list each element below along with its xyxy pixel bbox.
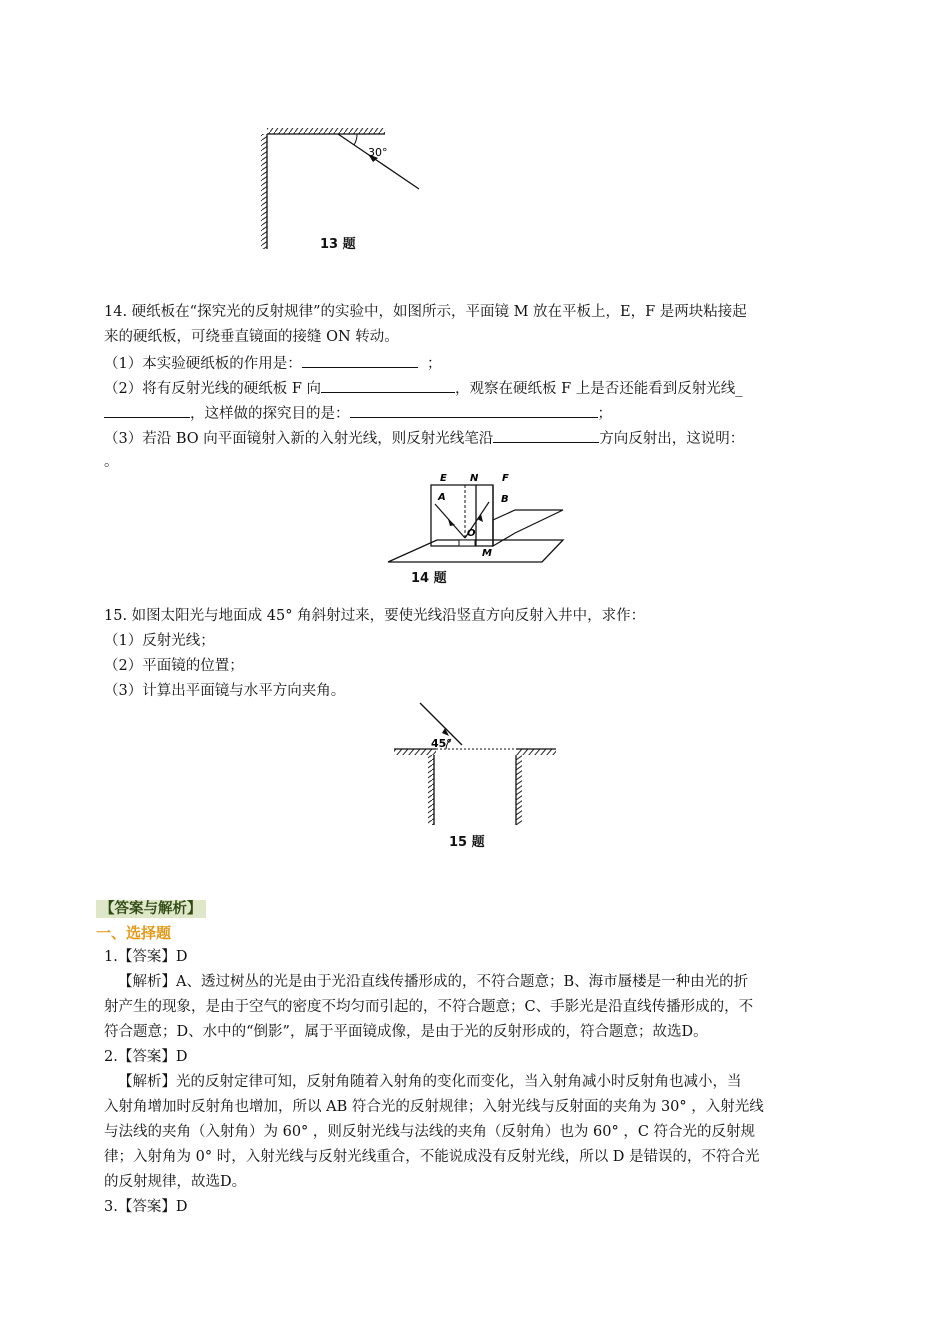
q14-p1-text: （1）本实验硬纸板的作用是： (104, 356, 302, 372)
answer-3-label: 3.【答案】D (104, 1199, 188, 1215)
q14-line2: 来的硬纸板，可绕垂直镜面的接缝 ON 转动。 (104, 329, 399, 345)
q14-p2-text: （2）将有反射光线的硬纸板 F 向 (104, 381, 322, 397)
q14-part2-cont (104, 402, 612, 424)
figure-15 (390, 700, 560, 830)
answer-blank-1[interactable] (302, 352, 418, 368)
figure-13-caption: 13 题 (320, 237, 356, 252)
q14-part2 (104, 377, 743, 399)
label-e: E (440, 473, 447, 484)
q14-p3-text2: 方向反射出，这说明： (599, 431, 745, 447)
q14-part3-end: 。 (104, 454, 119, 470)
q14-p3-text: （3）若沿 BO 向平面镜射入新的入射光线，则反射光线笔沿 (104, 431, 494, 447)
label-b: B (501, 494, 509, 505)
q15-item-3: （3）计算出平面镜与水平方向夹角。 (104, 683, 346, 699)
angle-45-label: 45° (431, 737, 452, 750)
q14-p2-text3: ，这样做的探究目的是： (190, 406, 350, 422)
answers-header: 【答案与解析】 (96, 900, 206, 918)
answer-blank-3[interactable] (104, 402, 190, 418)
answer-2-line-4: 律；入射角为 0° 时，入射光线与反射光线重合，不能说成没有反射光线，所以 D 是错误的，不符合光 (104, 1149, 760, 1165)
answer-2-line-2: 入射角增加时反射角也增加，所以 AB 符合光的反射规律；入射光线与反射面的夹角为 30° ，入射光线 (104, 1099, 764, 1115)
q14-p2-end: ； (597, 406, 612, 422)
answer-2-line-5: 的反射规律，故选D。 (104, 1174, 247, 1190)
q14-p2-text2: ，观察在硬纸板 F 上是否还能看到反射光线_ (455, 381, 743, 397)
answer-1-line-2: 射产生的现象，是由于空气的密度不均匀而引起的，不符合题意；C、手影光是沿直线传播形成的，不 (104, 999, 754, 1015)
q14-part1 (104, 352, 441, 374)
figure-15-caption: 15 题 (449, 835, 485, 850)
angle-30-label: 30° (368, 146, 388, 159)
q14-part3 (104, 427, 744, 449)
label-a: A (438, 492, 446, 503)
q15-item-2: （2）平面镜的位置； (104, 658, 244, 674)
q14-line1: 14. 硬纸板在“探究光的反射规律”的实验中，如图所示，平面镜 M 放在平板上，E，F 是两块粘接起 (104, 304, 747, 320)
answer-blank-5[interactable] (493, 427, 599, 443)
q15-line1: 15. 如图太阳光与地面成 45° 角斜射过来，要使光线沿竖直方向反射入井中，求作： (104, 608, 646, 624)
answer-2-line-3: 与法线的夹角（入射角）为 60° ，则反射光线与法线的夹角（反射角）也为 60° ，C 符合光的反射规 (104, 1124, 756, 1140)
answer-2-label: 2.【答案】D (104, 1049, 188, 1065)
answer-2-line-1: 【解析】光的反射定律可知，反射角随着入射角的变化而变化，当入射角减小时反射角也减小，当 (118, 1074, 742, 1090)
answer-1-label: 1.【答案】D (104, 949, 188, 965)
answer-1-line-1: 【解析】A、透过树丛的光是由于光沿直线传播形成的，不符合题意；B、海市蜃楼是一种由光的折 (118, 974, 749, 990)
label-m: M (482, 548, 492, 559)
figure-14-caption: 14 题 (411, 571, 447, 586)
label-o: O (467, 528, 476, 539)
label-n: N (470, 473, 479, 484)
label-f: F (502, 473, 509, 484)
section-title: 一、选择题 (96, 924, 172, 942)
answer-1-line-3: 符合题意；D、水中的“倒影”，属于平面镜成像，是由于光的反射形成的，符合题意；故选D。 (104, 1024, 708, 1040)
answer-blank-4[interactable] (350, 402, 598, 418)
q15-item-1: （1）反射光线； (104, 633, 215, 649)
answer-blank-2[interactable] (321, 377, 455, 393)
q14-p1-end: ； (426, 356, 442, 372)
